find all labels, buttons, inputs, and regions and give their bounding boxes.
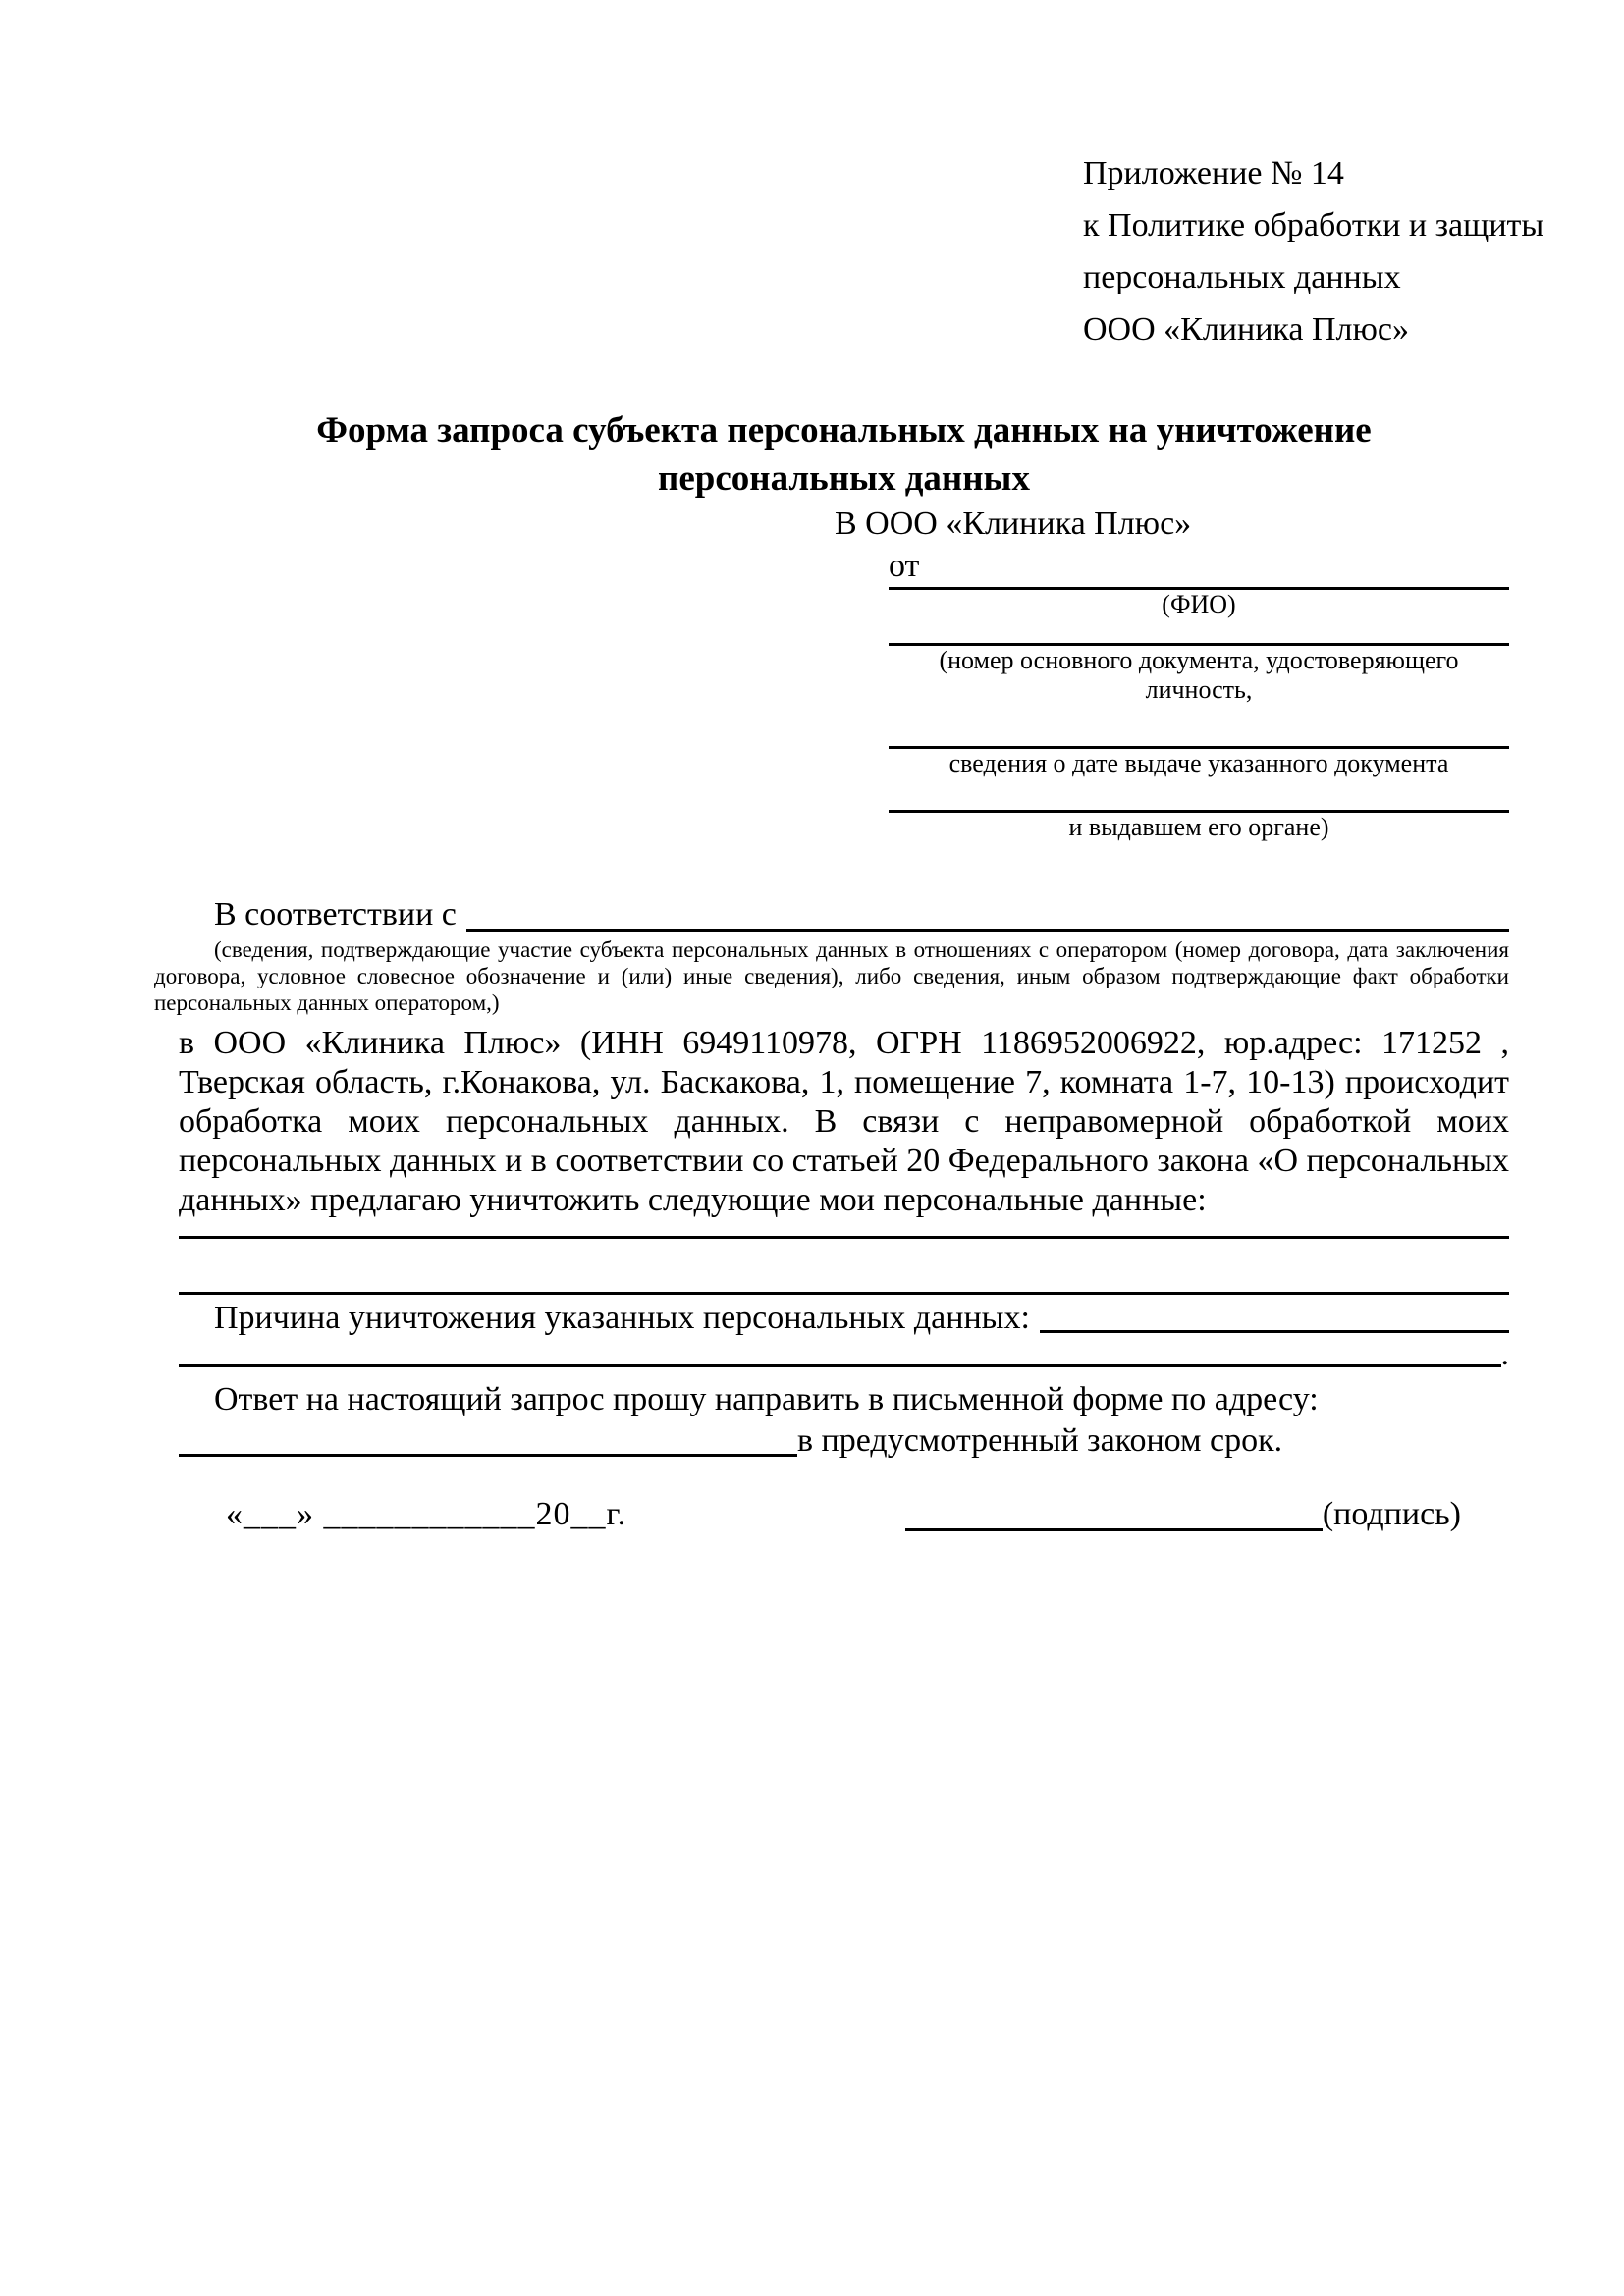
accordance-label: В соответствии с (214, 896, 457, 933)
reply-tail-text: в предусмотренный законом срок. (797, 1422, 1283, 1459)
reason-label: Причина уничтожения указанных персональных данных: (214, 1300, 1030, 1336)
destruction-data-blank-line-1 (179, 1236, 1509, 1239)
passport-number-caption: (номер основного документа, удостоверяющего личность, (939, 646, 1459, 704)
appendix-line: Приложение № 14 (1083, 155, 1344, 191)
reason-row (179, 1299, 1509, 1338)
address-blank-line (179, 1420, 797, 1457)
body-paragraph: в ООО «Клиника Плюс» (ИНН 6949110978, ОГРН 1186952006922, юр.адрес: 171252 , Тверская область, г.Конакова, ул. Баскакова, 1, помещение 7, комната 1-7, 10-13) происходит обработка моих персональных данных. В связи с неправомерной обработкой моих персональных данных и в соответствии со статьей 20 Федерального закона «О персональных данных» предлагаю уничтожить следующие мои персональные данные: (179, 1025, 1509, 1218)
reason-blank-line-2 (179, 1338, 1501, 1367)
signature-blank-line (905, 1528, 1323, 1531)
reply-paragraph: Ответ на настоящий запрос прошу направить в письменной форме по адресу: (214, 1381, 1319, 1417)
signature-group (905, 1493, 1461, 1536)
date-field: «___» ____________20__г. (226, 1496, 627, 1532)
document-content (154, 0, 1544, 1536)
sentence-period: . (1500, 1336, 1509, 1372)
destruction-data-blank-line-2 (179, 1292, 1509, 1295)
applicant-fill-in-block (889, 587, 1509, 842)
appendix-note (1083, 147, 1544, 355)
appendix-line: персональных данных (1083, 259, 1401, 295)
signature-caption: (подпись) (1322, 1496, 1461, 1532)
accordance-row (179, 893, 1509, 936)
issue-authority-caption: и выдавшем его органе) (1068, 813, 1329, 841)
issue-date-caption: сведения о дате выдаче указанного документа (948, 749, 1449, 777)
accordance-footnote: (сведения, подтверждающие участие субъекта персональных данных в отношениях с оператором (номер договора, дата заключения договора, условное словесное обозначение и (или) иные сведения), либо сведения, иным образом подтверждающие факт обработки персональных данных оператором,) (154, 937, 1509, 1015)
from-label: от (889, 548, 920, 584)
reply-address-row (179, 1420, 1509, 1462)
form-title: Форма запроса субъекта персональных данных на уничтожение персональных данных (316, 410, 1372, 499)
addressee-line: В ООО «Клиника Плюс» (835, 506, 1192, 542)
fio-caption: (ФИО) (1162, 590, 1236, 618)
appendix-line: к Политике обработки и защиты (1083, 207, 1544, 243)
date-signature-row (179, 1493, 1509, 1536)
reason-continuation-row (179, 1338, 1509, 1371)
reason-blank-line (1040, 1299, 1509, 1333)
accordance-blank-line (466, 893, 1509, 932)
appendix-line: ООО «Клиника Плюс» (1083, 311, 1409, 347)
